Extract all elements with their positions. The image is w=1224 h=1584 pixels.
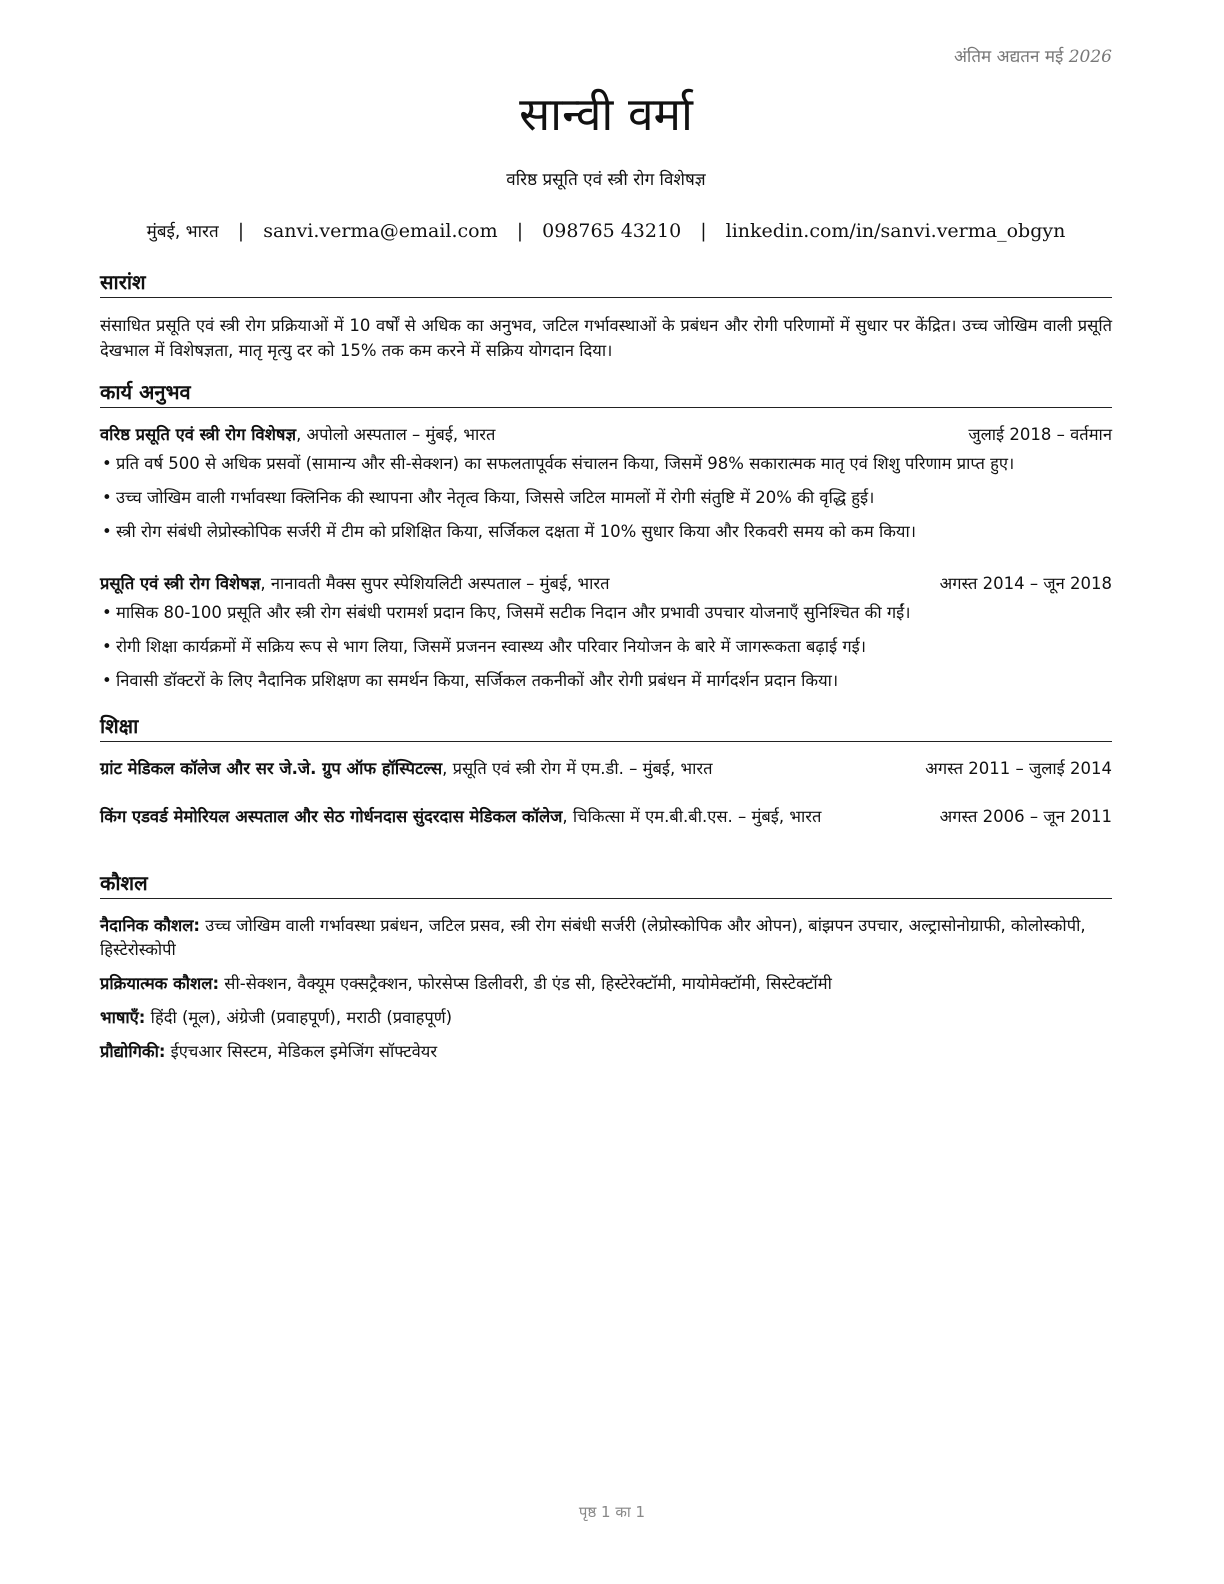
skill-value: सी-सेक्शन, वैक्यूम एक्सट्रैक्शन, फोरसेप्स डिलीवरी, डी एंड सी, हिस्टेरेक्टॉमी, मायोमेक्टॉमी, सिस्टेक्टॉमी (219, 974, 832, 993)
last-updated (954, 44, 1112, 67)
skill-label: भाषाएँ: (100, 1008, 146, 1027)
page-number: पृष्ठ 1 का 1 (578, 1503, 646, 1521)
job-bullets (100, 601, 1112, 703)
job-bullet: • प्रति वर्ष 500 से अधिक प्रसवों (सामान्य और सी-सेक्शन) का सफलतापूर्वक संचालन किया, जिसमें 98% सकारात्मक मातृ एवं शिशु परिणाम प्राप्त हुए। (100, 452, 1112, 486)
skill-line (100, 1006, 1112, 1030)
education-school: किंग एडवर्ड मेमोरियल अस्पताल और सेठ गोर्धनदास सुंदरदास मेडिकल कॉलेज (100, 807, 563, 826)
contact-separator: | (516, 220, 524, 242)
job-header (100, 423, 1112, 447)
contact-separator: | (700, 220, 707, 242)
job-bullet: • स्त्री रोग संबंधी लेप्रोस्कोपिक सर्जरी में टीम को प्रशिक्षित किया, सर्जिकल दक्षता में 10% सुधार किया और रिकवरी समय को कम किया। (100, 520, 1112, 554)
job-dates: अगस्त 2014 – जून 2018 (939, 574, 1112, 593)
contact-separator: | (237, 220, 245, 242)
job-heading-text (100, 572, 610, 596)
skill-line (100, 914, 1112, 962)
skills-heading: कौशल (100, 870, 1112, 899)
education-heading: शिक्षा (100, 713, 1112, 742)
job-org: , नानावती मैक्स सुपर स्पेशियलिटी अस्पताल – मुंबई, भारत (260, 574, 610, 593)
candidate-title: वरिष्ठ प्रसूति एवं स्त्री रोग विशेषज्ञ (506, 170, 706, 190)
skill-value: उच्च जोखिम वाली गर्भावस्था प्रबंधन, जटिल प्रसव, स्त्री रोग संबंधी सर्जरी (लेप्रोस्कोपिक और ओपन), बांझपन उपचार, अल्ट्रासोनोग्राफी, कोलोस्कोपी, हिस्टेरोस्कोपी (100, 916, 1086, 959)
job-bullet: • निवासी डॉक्टरों के लिए नैदानिक प्रशिक्षण का समर्थन किया, सर्जिकल तकनीकों और रोगी प्रबंधन में मार्गदर्शन प्रदान किया। (100, 669, 1112, 703)
job-title: वरिष्ठ प्रसूति एवं स्त्री रोग विशेषज्ञ (100, 425, 297, 444)
education-text (100, 757, 713, 781)
skill-line (100, 972, 1112, 996)
education-degree: , प्रसूति एवं स्त्री रोग में एम.डी. – मुंबई, भारत (442, 759, 713, 778)
job-title: प्रसूति एवं स्त्री रोग विशेषज्ञ (100, 574, 261, 593)
skill-label: प्रक्रियात्मक कौशल: (100, 974, 220, 993)
education-entry (100, 805, 1112, 829)
skill-label: प्रौद्योगिकी: (100, 1042, 166, 1061)
skill-line (100, 1040, 1112, 1064)
contact-location: मुंबई, भारत (146, 222, 219, 242)
education-school: ग्रांट मेडिकल कॉलेज और सर जे.जे. ग्रुप ऑफ हॉस्पिटल्स (100, 759, 443, 778)
summary-heading: सारांश (100, 269, 1112, 298)
resume-page (100, 0, 1112, 1584)
contact-phone: 098765 43210 (542, 220, 682, 242)
job-bullet: • मासिक 80-100 प्रसूति और स्त्री रोग संबंधी परामर्श प्रदान किए, जिसमें सटीक निदान और प्रभावी उपचार योजनाएँ सुनिश्चित की गईं। (100, 601, 1112, 635)
skill-value: हिंदी (मूल), अंग्रेजी (प्रवाहपूर्ण), मराठी (प्रवाहपूर्ण) (145, 1008, 453, 1027)
education-dates: अगस्त 2006 – जून 2011 (939, 807, 1112, 826)
job-bullets (100, 452, 1112, 554)
last-updated-prefix: अंतिम अद्यतन मई (953, 47, 1064, 67)
candidate-name: सान्वी वर्मा (519, 87, 693, 141)
job-dates: जुलाई 2018 – वर्तमान (968, 425, 1112, 444)
skill-label: नैदानिक कौशल: (100, 916, 200, 935)
education-text (100, 805, 900, 829)
job-bullet: • रोगी शिक्षा कार्यक्रमों में सक्रिय रूप से भाग लिया, जिसमें प्रजनन स्वास्थ्य और परिवार नियोजन के बारे में जागरूकता बढ़ाई गई। (100, 635, 1112, 669)
contact-linkedin[interactable]: linkedin.com/in/sanvi.verma_obgyn (725, 220, 1066, 242)
last-updated-year: 2026 (1068, 47, 1112, 67)
education-degree: , चिकित्सा में एम.बी.बी.एस. – मुंबई, भारत (562, 807, 822, 826)
summary-text: संसाधित प्रसूति एवं स्त्री रोग प्रक्रियाओं में 10 वर्षों से अधिक का अनुभव, जटिल गर्भावस्थाओं के प्रबंधन और रोगी परिणामों में सुधार पर केंद्रित। उच्च जोखिम वाली प्रसूति देखभाल में विशेषज्ञता, मातृ मृत्यु दर को 15% तक कम करने में सक्रिय योगदान दिया। (100, 316, 1112, 360)
skill-value: ईएचआर सिस्टम, मेडिकल इमेजिंग सॉफ्टवेयर (165, 1042, 438, 1061)
job-org: , अपोलो अस्पताल – मुंबई, भारत (296, 425, 496, 444)
education-entry (100, 757, 1112, 781)
experience-heading: कार्य अनुभव (100, 379, 1112, 408)
education-dates: अगस्त 2011 – जुलाई 2014 (925, 759, 1112, 778)
job-header (100, 572, 1112, 596)
job-bullet: • उच्च जोखिम वाली गर्भावस्था क्लिनिक की स्थापना और नेतृत्व किया, जिससे जटिल मामलों में रोगी संतुष्टि में 20% की वृद्धि हुई। (100, 486, 1112, 520)
job-heading-text (100, 423, 495, 447)
contact-line (100, 219, 1112, 242)
contact-email[interactable]: sanvi.verma@email.com (263, 220, 498, 242)
